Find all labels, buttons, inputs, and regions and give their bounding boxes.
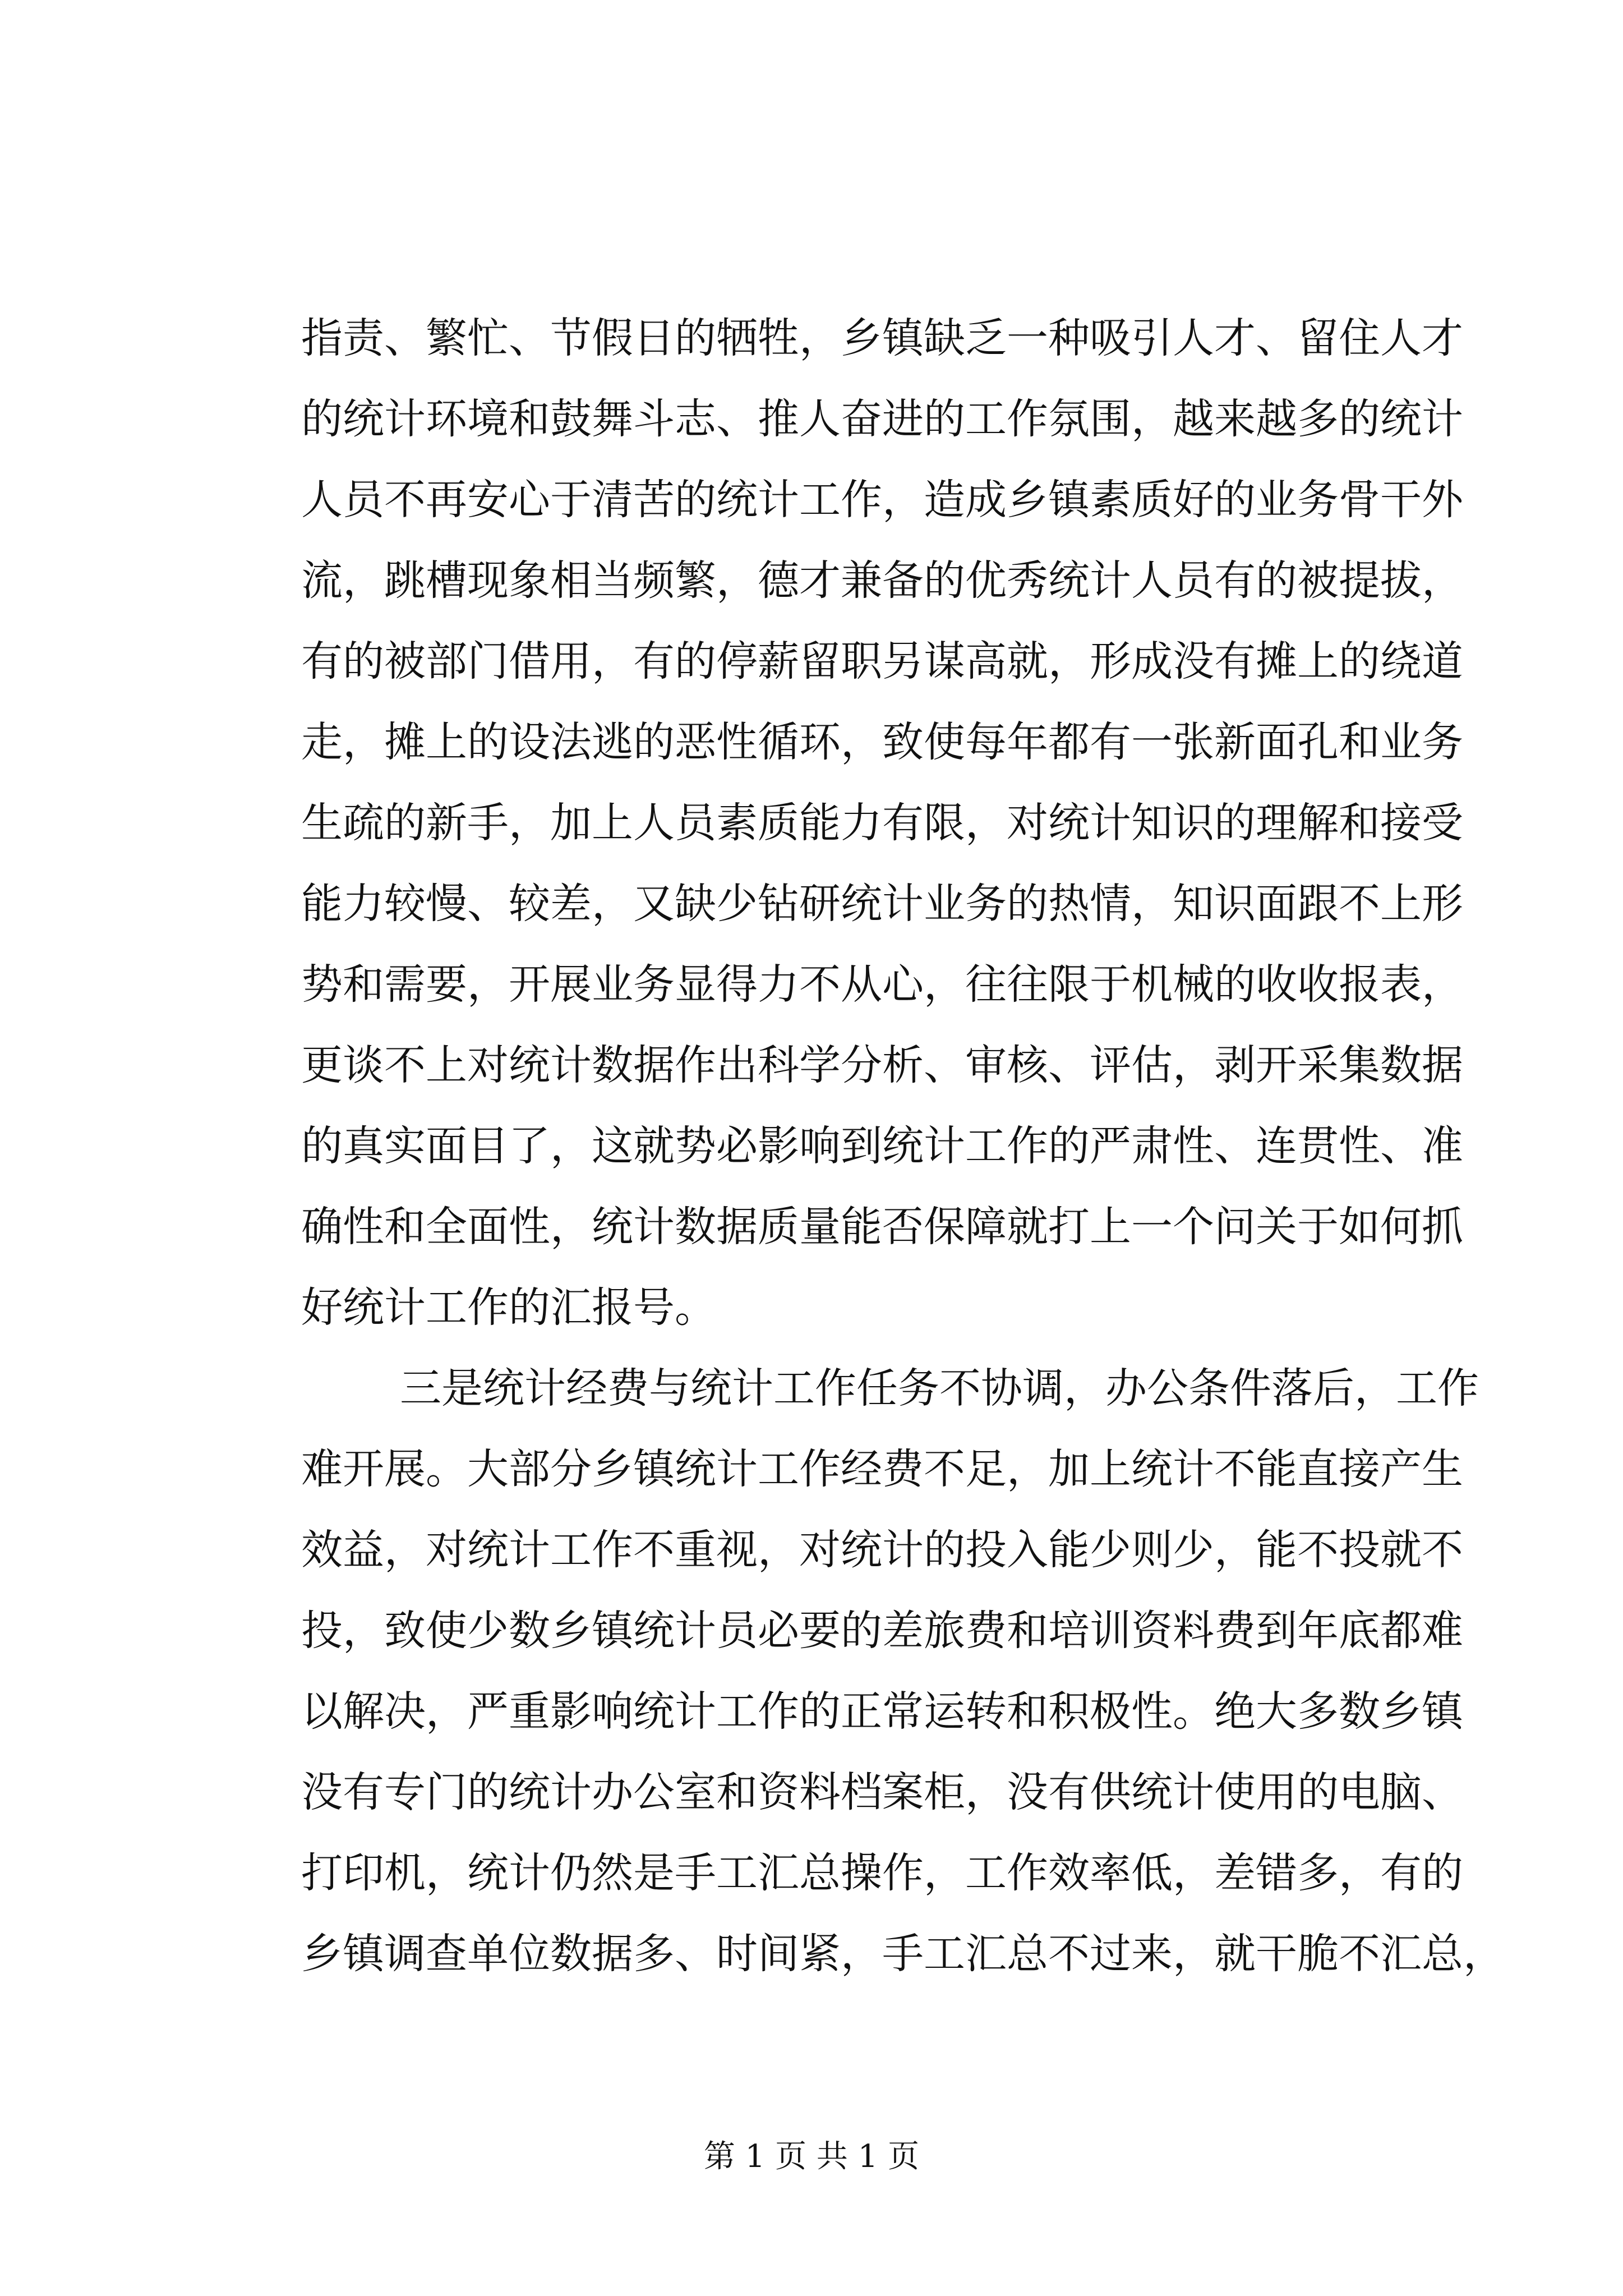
text-line: 指责、繁忙、节假日的牺牲，乡镇缺乏一种吸引人才、留住人才 [301,314,1463,362]
text-line: 以解决，严重影响统计工作的正常运转和积极性。绝大多数乡镇 [301,1687,1463,1736]
text-line: 能力较慢、较差，又缺少钻研统计业务的热情，知识面跟不上形 [301,880,1463,928]
text-line: 乡镇调查单位数据多、时间紧，手工汇总不过来，就干脆不汇总， [301,1930,1505,1978]
text-line: 走，摊上的设法逃的恶性循环，致使每年都有一张新面孔和业务 [301,718,1463,766]
text-line: 有的被部门借用，有的停薪留职另谋高就，形成没有摊上的绕道 [301,637,1463,685]
text-line: 没有专门的统计办公室和资料档案柜，没有供统计使用的电脑、 [301,1768,1463,1816]
text-line: 生疏的新手，加上人员素质能力有限，对统计知识的理解和接受 [301,799,1463,847]
text-line: 人员不再安心于清苦的统计工作，造成乡镇素质好的业务骨干外 [301,476,1463,524]
text-line: 势和需要，开展业务显得力不从心，往往限于机械的收收报表， [301,960,1463,1009]
page-number-footer: 第 1 页 共 1 页 [703,2138,920,2175]
text-line: 三是统计经费与统计工作任务不协调，办公条件落后，工作 [400,1364,1479,1412]
text-line: 的统计环境和鼓舞斗志、推人奋进的工作氛围，越来越多的统计 [301,395,1463,443]
text-line: 投，致使少数乡镇统计员必要的差旅费和培训资料费到年底都难 [301,1607,1463,1655]
text-line: 确性和全面性，统计数据质量能否保障就打上一个问关于如何抓 [301,1203,1463,1251]
text-line: 更谈不上对统计数据作出科学分析、审核、评估，剥开采集数据 [301,1041,1463,1089]
text-line: 效益，对统计工作不重视，对统计的投入能少则少，能不投就不 [301,1526,1463,1574]
text-line: 好统计工作的汇报号。 [301,1283,716,1332]
text-line: 流，跳槽现象相当频繁，德才兼备的优秀统计人员有的被提拔， [301,556,1463,605]
text-line: 的真实面目了，这就势必影响到统计工作的严肃性、连贯性、准 [301,1122,1463,1170]
text-line: 打印机，统计仍然是手工汇总操作，工作效率低，差错多，有的 [301,1849,1463,1897]
text-line: 难开展。大部分乡镇统计工作经费不足，加上统计不能直接产生 [301,1445,1463,1493]
